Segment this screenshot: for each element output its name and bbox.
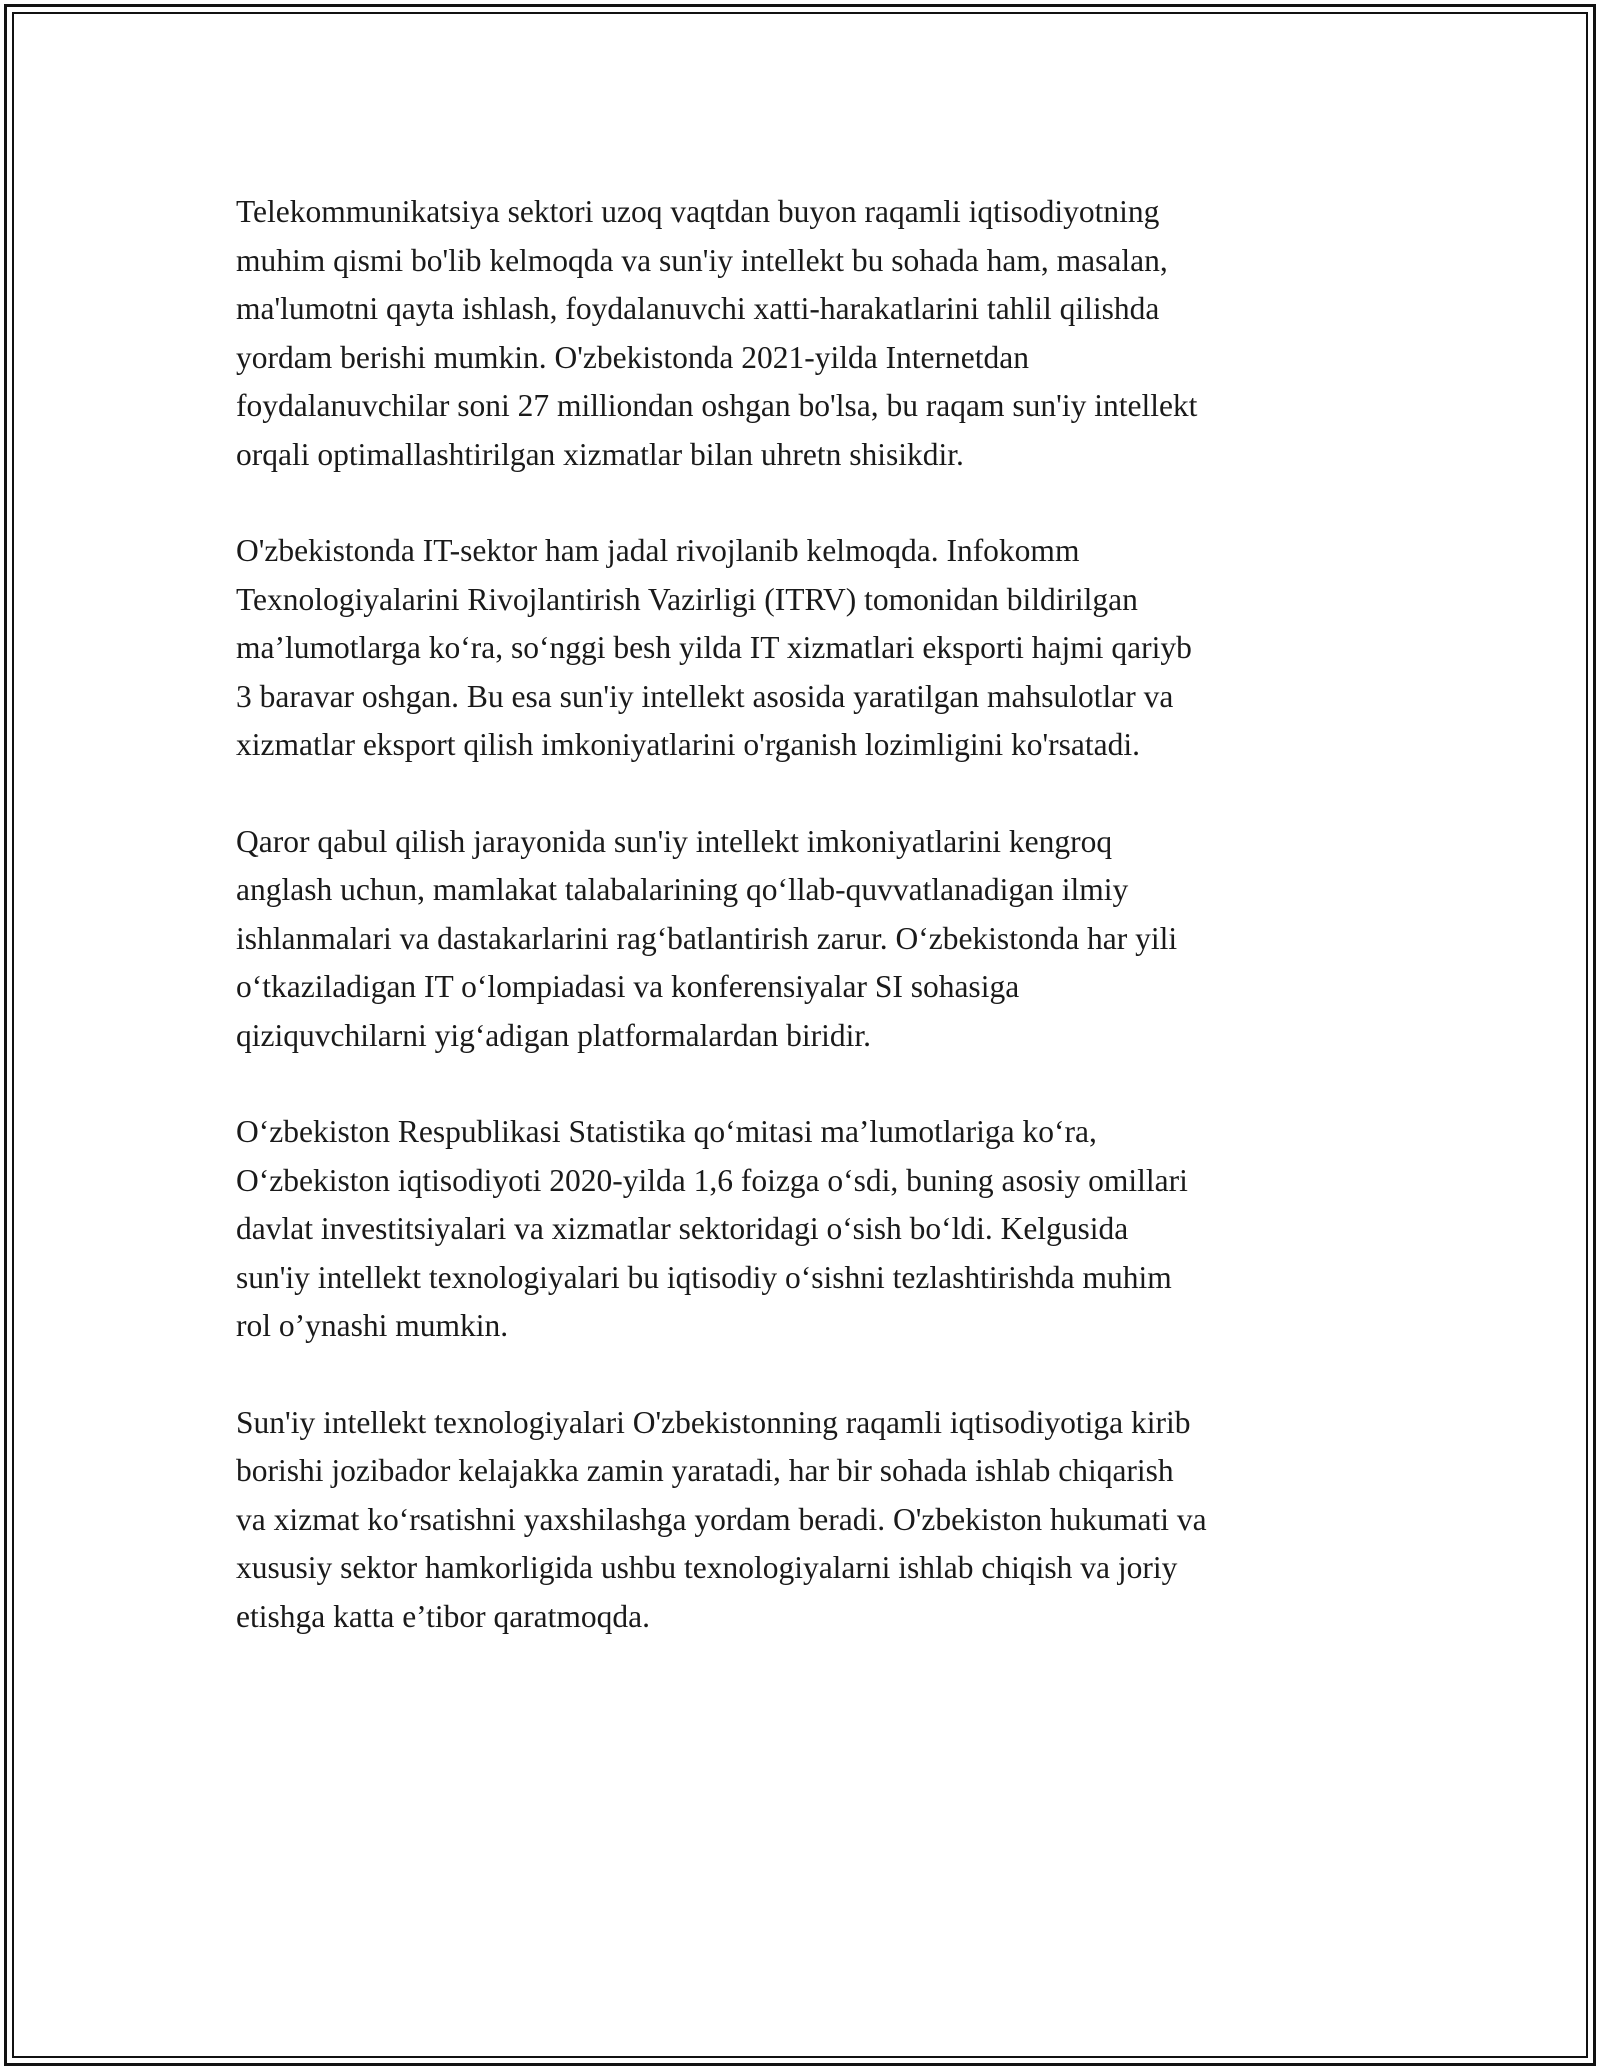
text-line: Texnologiyalarini Rivojlantirish Vazirligi (ITRV) tomonidan bildirilgan xyxy=(236,581,1138,617)
text-line: ma’lumotlarga ko‘ra, so‘nggi besh yilda IT xizmatlari eksporti hajmi qariyb xyxy=(236,630,1192,665)
text-line: O‘zbekiston iqtisodiyoti 2020-yilda 1,6 foizga o‘sdi, buning asosiy omillari xyxy=(236,1162,1188,1198)
text-line: qiziquvchilarni yig‘adigan platformalardan biridir. xyxy=(236,1017,872,1053)
text-line: ma'lumotni qayta ishlash, foydalanuvchi xatti-harakatlarini tahlil qilishda xyxy=(236,291,1160,326)
text-line: O'zbekistonda IT-sektor ham jadal rivojlanib kelmoqda. Infokomm xyxy=(236,533,1080,568)
text-line: rol o’ynashi mumkin. xyxy=(236,1308,509,1343)
text-line: yordam berishi mumkin. O'zbekistonda 2021-yilda Internetdan xyxy=(236,339,1029,375)
text-line: muhim qismi bo'lib kelmoqda va sun'iy intellekt bu sohada ham, masalan, xyxy=(236,242,1168,278)
text-line: xususiy sektor hamkorligida ushbu texnologiyalarni ishlab chiqish va joriy xyxy=(236,1550,1178,1585)
text-line: va xizmat ko‘rsatishni yaxshilashga yordam beradi. O'zbekiston hukumati va xyxy=(236,1501,1207,1537)
text-line: O‘zbekiston Respublikasi Statistika qo‘mitasi ma’lumotlariga ko‘ra, xyxy=(236,1114,1097,1149)
text-line: etishga katta e’tibor qaratmoqda. xyxy=(236,1598,651,1634)
document-body xyxy=(236,188,1386,1689)
text-line: o‘tkaziladigan IT o‘lompiadasi va konferensiyalar SI sohasiga xyxy=(236,969,1020,1004)
paragraph-2 xyxy=(236,527,1386,770)
text-line: 3 baravar oshgan. Bu esa sun'iy intellekt asosida yaratilgan mahsulotlar va xyxy=(236,678,1174,714)
text-line: sun'iy intellekt texnologiyalari bu iqtisodiy o‘sishni tezlashtirishda muhim xyxy=(236,1259,1172,1295)
text-line: anglash uchun, mamlakat talabalarining qo‘llab-quvvatlanadigan ilmiy xyxy=(236,872,1129,907)
text-line: borishi jozibador kelajakka zamin yaratadi, har bir sohada ishlab chiqarish xyxy=(236,1453,1174,1488)
text-line: Qaror qabul qilish jarayonida sun'iy intellekt imkoniyatlarini kengroq xyxy=(236,823,1113,859)
paragraph-5 xyxy=(236,1399,1386,1642)
paragraph-1 xyxy=(236,188,1386,479)
text-line: Telekommunikatsiya sektori uzoq vaqtdan buyon raqamli iqtisodiyotning xyxy=(236,194,1160,229)
paragraph-4 xyxy=(236,1108,1386,1351)
paragraph-3 xyxy=(236,818,1386,1061)
text-line: davlat investitsiyalari va xizmatlar sektoridagi o‘sish bo‘ldi. Kelgusida xyxy=(236,1211,1129,1246)
text-line: Sun'iy intellekt texnologiyalari O'zbekistonning raqamli iqtisodiyotiga kirib xyxy=(236,1404,1191,1440)
text-line: orqali optimallashtirilgan xizmatlar bilan uhretn shisikdir. xyxy=(236,436,964,472)
text-line: xizmatlar eksport qilish imkoniyatlarini o'rganish lozimligini ko'rsatadi. xyxy=(236,727,1140,762)
text-line: foydalanuvchilar soni 27 milliondan oshgan bo'lsa, bu raqam sun'iy intellekt xyxy=(236,388,1198,423)
text-line: ishlanmalari va dastakarlarini rag‘batlantirish zarur. O‘zbekistonda har yili xyxy=(236,920,1178,956)
